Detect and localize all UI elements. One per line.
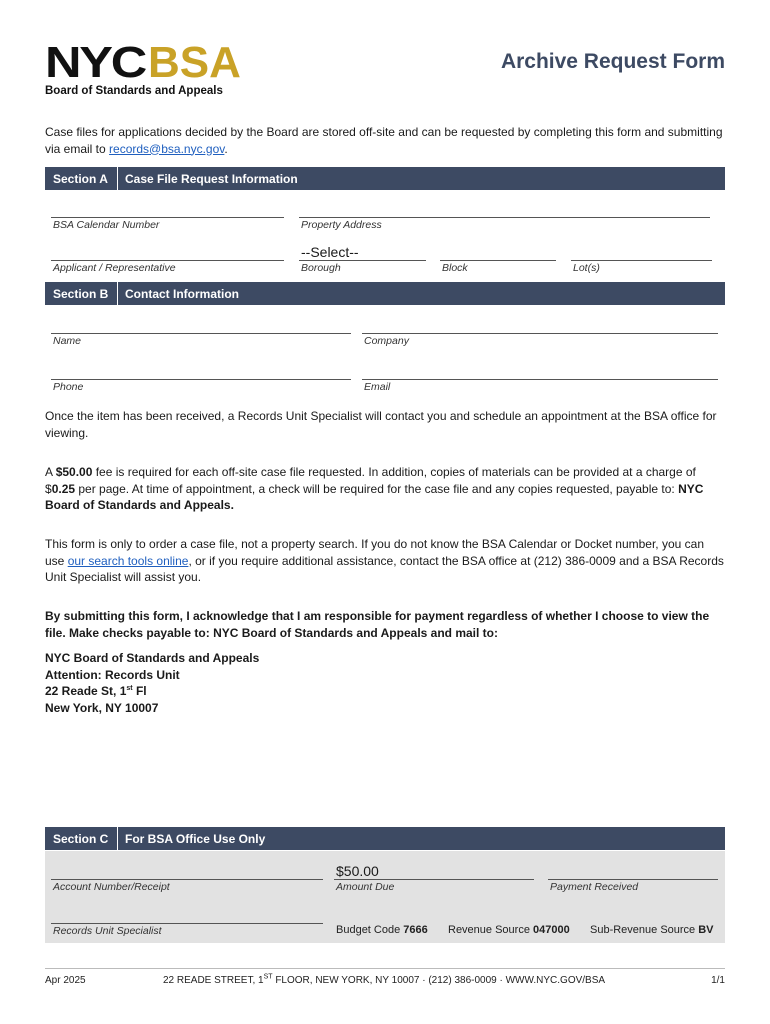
borough-label: Borough [301,262,341,274]
acknowledgement-paragraph: By submitting this form, I acknowledge that I am responsible for payment regardless of whether I choose to view the file. Make checks payable to: NYC Board of Standards and Appeals and mail to: [45,609,710,640]
budget-code: Budget Code 7666 [336,924,428,936]
specialist-label: Records Unit Specialist [53,925,162,937]
name-field[interactable] [51,316,351,347]
calendar-number-field[interactable] [51,200,284,231]
email-link[interactable]: records@bsa.nyc.gov [109,141,225,156]
payment-input[interactable] [548,862,718,880]
email-label: Email [364,381,391,393]
sub-revenue-source: Sub-Revenue Source BV [590,924,714,936]
applicant-input[interactable] [51,243,284,261]
payee-name: NYC Board of Standards and Appeals. [45,481,704,512]
logo-subtitle: Board of Standards and Appeals [45,85,223,97]
payment-field[interactable] [548,862,718,893]
viewing-paragraph: Once the item has been received, a Records Unit Specialist will contact you and schedule an appointment at the BSA office for viewing. [45,409,717,440]
copy-charge: 0.25 [51,481,76,496]
amount-label: Amount Due [336,881,395,893]
block-field[interactable] [440,243,556,274]
section-a-title: Case File Request Information [125,171,298,186]
fee-paragraph: A $50.00 fee is required for each off-site case file requested. In addition, copies of materials can be provided at a charge of $0.25 per page. At time of appointment, a check will be required for the case file and any copies requested, payable to: NYC Board of Standards and Appeals. [45,465,704,512]
search-paragraph: This form is only to order a case file, not a property search. If you do not know the BSA Calendar or Docket number, you can use our search tools online, or if you require additional assistance, contact the BSA office at (212) 386-0009 and a BSA Records Unit Specialist will assist you. [45,537,724,584]
intro-paragraph: Case files for applications decided by the Board are stored off-site and can be requested by completing this form and submitting via email to records@bsa.nyc.gov. [45,125,723,156]
account-label: Account Number/Receipt [53,881,170,893]
section-a-header [45,167,725,190]
calendar-number-label: BSA Calendar Number [53,219,160,231]
borough-select[interactable]: --Select-- [299,243,426,261]
lots-label: Lot(s) [573,262,600,274]
phone-field[interactable] [51,362,351,393]
phone-label: Phone [53,381,84,393]
form-title: Archive Request Form [500,50,725,73]
section-a-tag: Section A [45,167,118,190]
property-address-label: Property Address [301,219,382,231]
search-tools-link[interactable]: our search tools online [67,553,189,568]
block-label: Block [442,262,468,274]
mailing-address: NYC Board of Standards and Appeals Attention: Records Unit 22 Reade St, 1st Fl New York, NY 10007 [45,651,260,715]
footer-page-number: 1/1 [711,975,725,986]
specialist-input[interactable] [51,906,323,924]
section-c-title: For BSA Office Use Only [125,831,266,846]
logo-nyc-text: NYC [45,38,145,87]
account-field[interactable] [51,862,323,893]
calendar-number-input[interactable] [51,200,284,218]
account-input[interactable] [51,862,323,880]
revenue-source: Revenue Source 047000 [448,924,570,936]
email-field[interactable] [362,362,718,393]
footer-address: 22 READE STREET, 1ST FLOOR, NEW YORK, NY 10007 · (212) 386-0009 · WWW.NYC.GOV/BSA [163,973,606,986]
amount-input[interactable]: $50.00 [334,862,534,880]
section-c-header [45,827,725,850]
email-input[interactable] [362,362,718,380]
company-input[interactable] [362,316,718,334]
section-c-tag: Section C [45,827,118,850]
section-b-title: Contact Information [125,286,239,301]
nyc-bsa-logo [45,38,245,97]
payment-label: Payment Received [550,881,639,893]
logo-bsa-text: BSA [148,38,241,87]
section-b-header [45,282,725,305]
phone-input[interactable] [51,362,351,380]
footer-divider [45,968,725,969]
name-label: Name [53,335,82,347]
company-label: Company [364,335,409,347]
lots-field[interactable] [571,243,712,274]
borough-field[interactable] [299,243,426,274]
block-input[interactable] [440,243,556,261]
section-b-tag: Section B [45,282,118,305]
lots-input[interactable] [571,243,712,261]
name-input[interactable] [51,316,351,334]
property-address-field[interactable] [299,200,710,231]
footer-date: Apr 2025 [45,975,86,986]
company-field[interactable] [362,316,718,347]
applicant-label: Applicant / Representative [53,262,176,274]
fee-amount: $50.00 [55,465,93,479]
amount-field[interactable] [334,862,534,893]
property-address-input[interactable] [299,200,710,218]
specialist-field[interactable] [51,906,323,937]
applicant-field[interactable] [51,243,284,274]
